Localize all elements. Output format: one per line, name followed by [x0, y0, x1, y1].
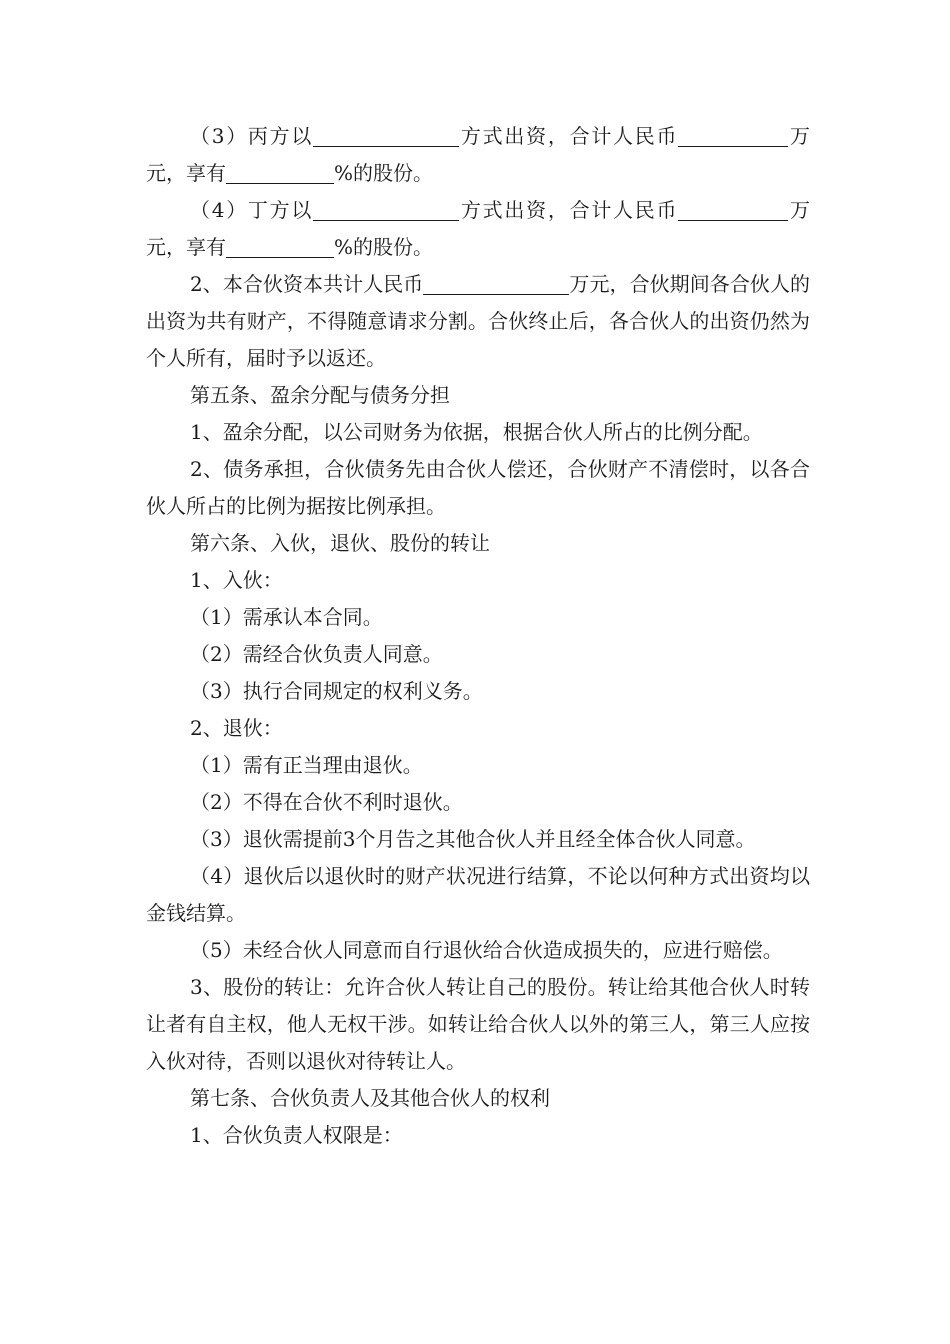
paragraph-text: 万元，合伙期间各合伙人的出资为共有财产，不得随意请求分割。合伙终止后，各合伙人的出资仍然为个人所有，届时予以返还。 — [146, 272, 810, 370]
document-body — [146, 118, 810, 1154]
paragraph-p13 — [146, 747, 810, 784]
paragraph-text: （4）退伙后以退伙时的财产状况进行结算，不论以何种方式出资均以金钱结算。 — [146, 864, 810, 925]
paragraph-p2 — [146, 192, 810, 266]
paragraph-p16 — [146, 858, 810, 932]
paragraph-p9 — [146, 599, 810, 636]
paragraph-text: 3、股份的转让：允许合伙人转让自己的股份。转让给其他合伙人时转让者有自主权，他人无权干涉。如转让给合伙人以外的第三人，第三人应按入伙对待，否则以退伙对待转让人。 — [146, 975, 810, 1073]
paragraph-text: 方式出资，合计人民币 — [459, 124, 679, 148]
paragraph-p20 — [146, 1117, 810, 1154]
paragraph-text: （2）不得在合伙不利时退伙。 — [190, 790, 463, 814]
paragraph-text: 2、债务承担，合伙债务先由合伙人偿还，合伙财产不清偿时，以各合伙人所占的比例为据按比例承担。 — [146, 457, 810, 518]
paragraph-text: （4）丁方以 — [190, 198, 314, 222]
paragraph-text: 第六条、入伙，退伙、股份的转让 — [190, 531, 490, 555]
paragraph-p10 — [146, 636, 810, 673]
paragraph-p7 — [146, 525, 810, 562]
paragraph-text: %的股份。 — [334, 235, 434, 259]
paragraph-text: 第五条、盈余分配与债务分担 — [190, 383, 450, 407]
paragraph-text: 2、退伙： — [190, 716, 283, 740]
paragraph-text: %的股份。 — [334, 161, 434, 185]
paragraph-text: （3）丙方以 — [190, 124, 314, 148]
paragraph-text: 万元，享有 — [146, 198, 811, 259]
paragraph-p12 — [146, 710, 810, 747]
fill-in-blank[interactable] — [313, 198, 459, 221]
paragraph-p3 — [146, 266, 810, 377]
fill-in-blank[interactable] — [423, 272, 569, 295]
paragraph-text: （3）执行合同规定的权利义务。 — [190, 679, 483, 703]
paragraph-text: （5）未经合伙人同意而自行退伙给合伙造成损失的，应进行赔偿。 — [190, 938, 783, 962]
paragraph-p14 — [146, 784, 810, 821]
paragraph-text: （2）需经合伙负责人同意。 — [190, 642, 443, 666]
paragraph-p19 — [146, 1080, 810, 1117]
paragraph-text: （3）退伙需提前3个月告之其他合伙人并且经全体合伙人同意。 — [190, 827, 756, 851]
paragraph-text: （1）需有正当理由退伙。 — [190, 753, 423, 777]
paragraph-text: 万元，享有 — [146, 124, 811, 185]
fill-in-blank[interactable] — [226, 161, 334, 184]
paragraph-text: 方式出资，合计人民币 — [459, 198, 679, 222]
paragraph-text: 1、盈余分配，以公司财务为依据，根据合伙人所占的比例分配。 — [190, 420, 763, 444]
fill-in-blank[interactable] — [226, 235, 334, 258]
paragraph-p11 — [146, 673, 810, 710]
fill-in-blank[interactable] — [678, 124, 788, 147]
paragraph-p8 — [146, 562, 810, 599]
paragraph-p6 — [146, 451, 810, 525]
paragraph-p1 — [146, 118, 810, 192]
paragraph-text: 1、入伙： — [190, 568, 283, 592]
paragraph-text: 第七条、合伙负责人及其他合伙人的权利 — [190, 1086, 550, 1110]
paragraph-text: 2、本合伙资本共计人民币 — [190, 272, 424, 296]
paragraph-text: （1）需承认本合同。 — [190, 605, 383, 629]
fill-in-blank[interactable] — [313, 124, 459, 147]
fill-in-blank[interactable] — [678, 198, 788, 221]
paragraph-p4 — [146, 377, 810, 414]
paragraph-p17 — [146, 932, 810, 969]
paragraph-p18 — [146, 969, 810, 1080]
paragraph-p15 — [146, 821, 810, 858]
paragraph-p5 — [146, 414, 810, 451]
paragraph-text: 1、合伙负责人权限是： — [190, 1123, 403, 1147]
